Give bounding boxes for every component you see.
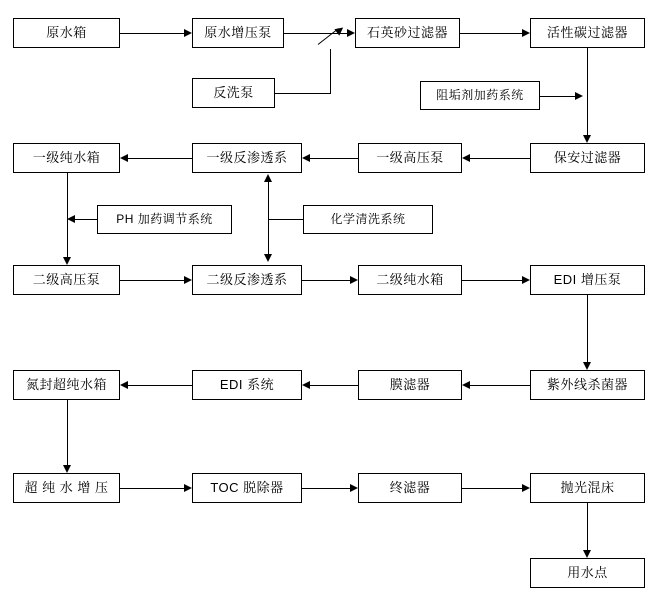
arrowhead-ph-dosing	[67, 215, 75, 223]
edge-edi-to-sealed-tank	[128, 385, 192, 386]
arrowhead-chemical-up	[264, 174, 272, 182]
node-raw-water-pump[interactable]: 原水增压泵	[192, 18, 284, 48]
edge-booster-to-toc	[120, 488, 184, 489]
edge-edi-pump-to-uv	[587, 295, 588, 362]
arrowhead-polishing-mixed-bed	[522, 484, 530, 492]
edge-security-to-primary-pump	[470, 158, 530, 159]
node-point-of-use[interactable]: 用水点	[530, 558, 645, 588]
arrowhead-primary-ro	[302, 154, 310, 162]
node-secondary-ro[interactable]: 二级反渗透系	[192, 265, 302, 295]
arrowhead-edi-booster-pump	[522, 276, 530, 284]
node-chemical-cleaning[interactable]: 化学清洗系统	[303, 205, 433, 234]
arrowhead-primary-hp-pump	[462, 154, 470, 162]
edge-primary-ro-to-tank	[128, 158, 192, 159]
node-primary-pure-tank[interactable]: 一级纯水箱	[13, 143, 120, 173]
arrowhead-final-filter	[350, 484, 358, 492]
edge-final-filter-to-polishing	[462, 488, 522, 489]
edge-secondary-tank-to-edi-pump	[462, 280, 522, 281]
edge-antiscalant-to-main	[540, 96, 575, 97]
edge-toc-to-final-filter	[302, 488, 350, 489]
arrowhead-secondary-hp-pump	[63, 257, 71, 265]
node-antiscalant-dosing[interactable]: 阻垢剂加药系统	[420, 81, 540, 110]
arrowhead-carbon-filter	[522, 29, 530, 37]
node-sealed-ultrapure-tank[interactable]: 氮封超纯水箱	[13, 370, 120, 400]
edge-ph-dosing-to-main	[75, 219, 97, 220]
edge-sand-to-carbon-filter	[460, 33, 522, 34]
arrowhead-uv-sterilizer	[583, 362, 591, 370]
arrowhead-sand-filter	[347, 29, 355, 37]
node-ph-dosing-system[interactable]: PH 加药调节系统	[97, 205, 232, 234]
edge-backwash-vertical	[330, 49, 331, 93]
edge-primary-pump-to-ro	[310, 158, 358, 159]
edge-chemical-vertical	[268, 182, 269, 254]
node-uv-sterilizer[interactable]: 紫外线杀菌器	[530, 370, 645, 400]
arrowhead-sealed-ultrapure-tank	[120, 381, 128, 389]
node-polishing-mixed-bed[interactable]: 抛光混床	[530, 473, 645, 503]
edge-secondary-pump-to-ro	[120, 280, 184, 281]
arrowhead-primary-pure-tank	[120, 154, 128, 162]
node-quartz-sand-filter[interactable]: 石英砂过滤器	[355, 18, 460, 48]
node-membrane-filter[interactable]: 膜滤器	[358, 370, 462, 400]
arrowhead-antiscalant	[575, 92, 583, 100]
node-primary-ro[interactable]: 一级反渗透系	[192, 143, 302, 173]
arrowhead-toc-remover	[184, 484, 192, 492]
arrowhead-membrane-filter	[462, 381, 470, 389]
node-ultrapure-booster[interactable]: 超 纯 水 增 压	[13, 473, 120, 503]
arrowhead-security-filter	[583, 135, 591, 143]
node-final-filter[interactable]: 终滤器	[358, 473, 462, 503]
arrowhead-secondary-ro	[184, 276, 192, 284]
arrowhead-point-of-use	[583, 550, 591, 558]
node-edi-booster-pump[interactable]: EDI 增压泵	[530, 265, 645, 295]
arrowhead-ultrapure-booster	[63, 465, 71, 473]
node-edi-system[interactable]: EDI 系统	[192, 370, 302, 400]
edge-backwash-horizontal	[275, 93, 331, 94]
edge-membrane-to-edi	[310, 385, 358, 386]
node-activated-carbon-filter[interactable]: 活性碳过滤器	[530, 18, 645, 48]
edge-chemical-to-main	[268, 219, 303, 220]
edge-polishing-to-point-of-use	[587, 503, 588, 550]
node-raw-water-tank[interactable]: 原水箱	[13, 18, 120, 48]
edge-primary-tank-to-secondary-pump	[67, 173, 68, 257]
node-secondary-pure-tank[interactable]: 二级纯水箱	[358, 265, 462, 295]
node-backwash-pump[interactable]: 反洗泵	[192, 78, 275, 108]
edge-uv-to-membrane	[470, 385, 530, 386]
node-toc-remover[interactable]: TOC 脱除器	[192, 473, 302, 503]
arrowhead-chemical-down	[264, 254, 272, 262]
arrowhead-raw-pump	[184, 29, 192, 37]
arrowhead-edi-system	[302, 381, 310, 389]
node-primary-hp-pump[interactable]: 一级高压泵	[358, 143, 462, 173]
edge-secondary-ro-to-tank	[302, 280, 350, 281]
arrowhead-secondary-pure-tank	[350, 276, 358, 284]
edge-carbon-to-security	[587, 48, 588, 135]
node-secondary-hp-pump[interactable]: 二级高压泵	[13, 265, 120, 295]
edge-raw-tank-to-raw-pump	[120, 33, 184, 34]
edge-sealed-tank-to-booster	[67, 400, 68, 465]
node-security-filter[interactable]: 保安过滤器	[530, 143, 645, 173]
